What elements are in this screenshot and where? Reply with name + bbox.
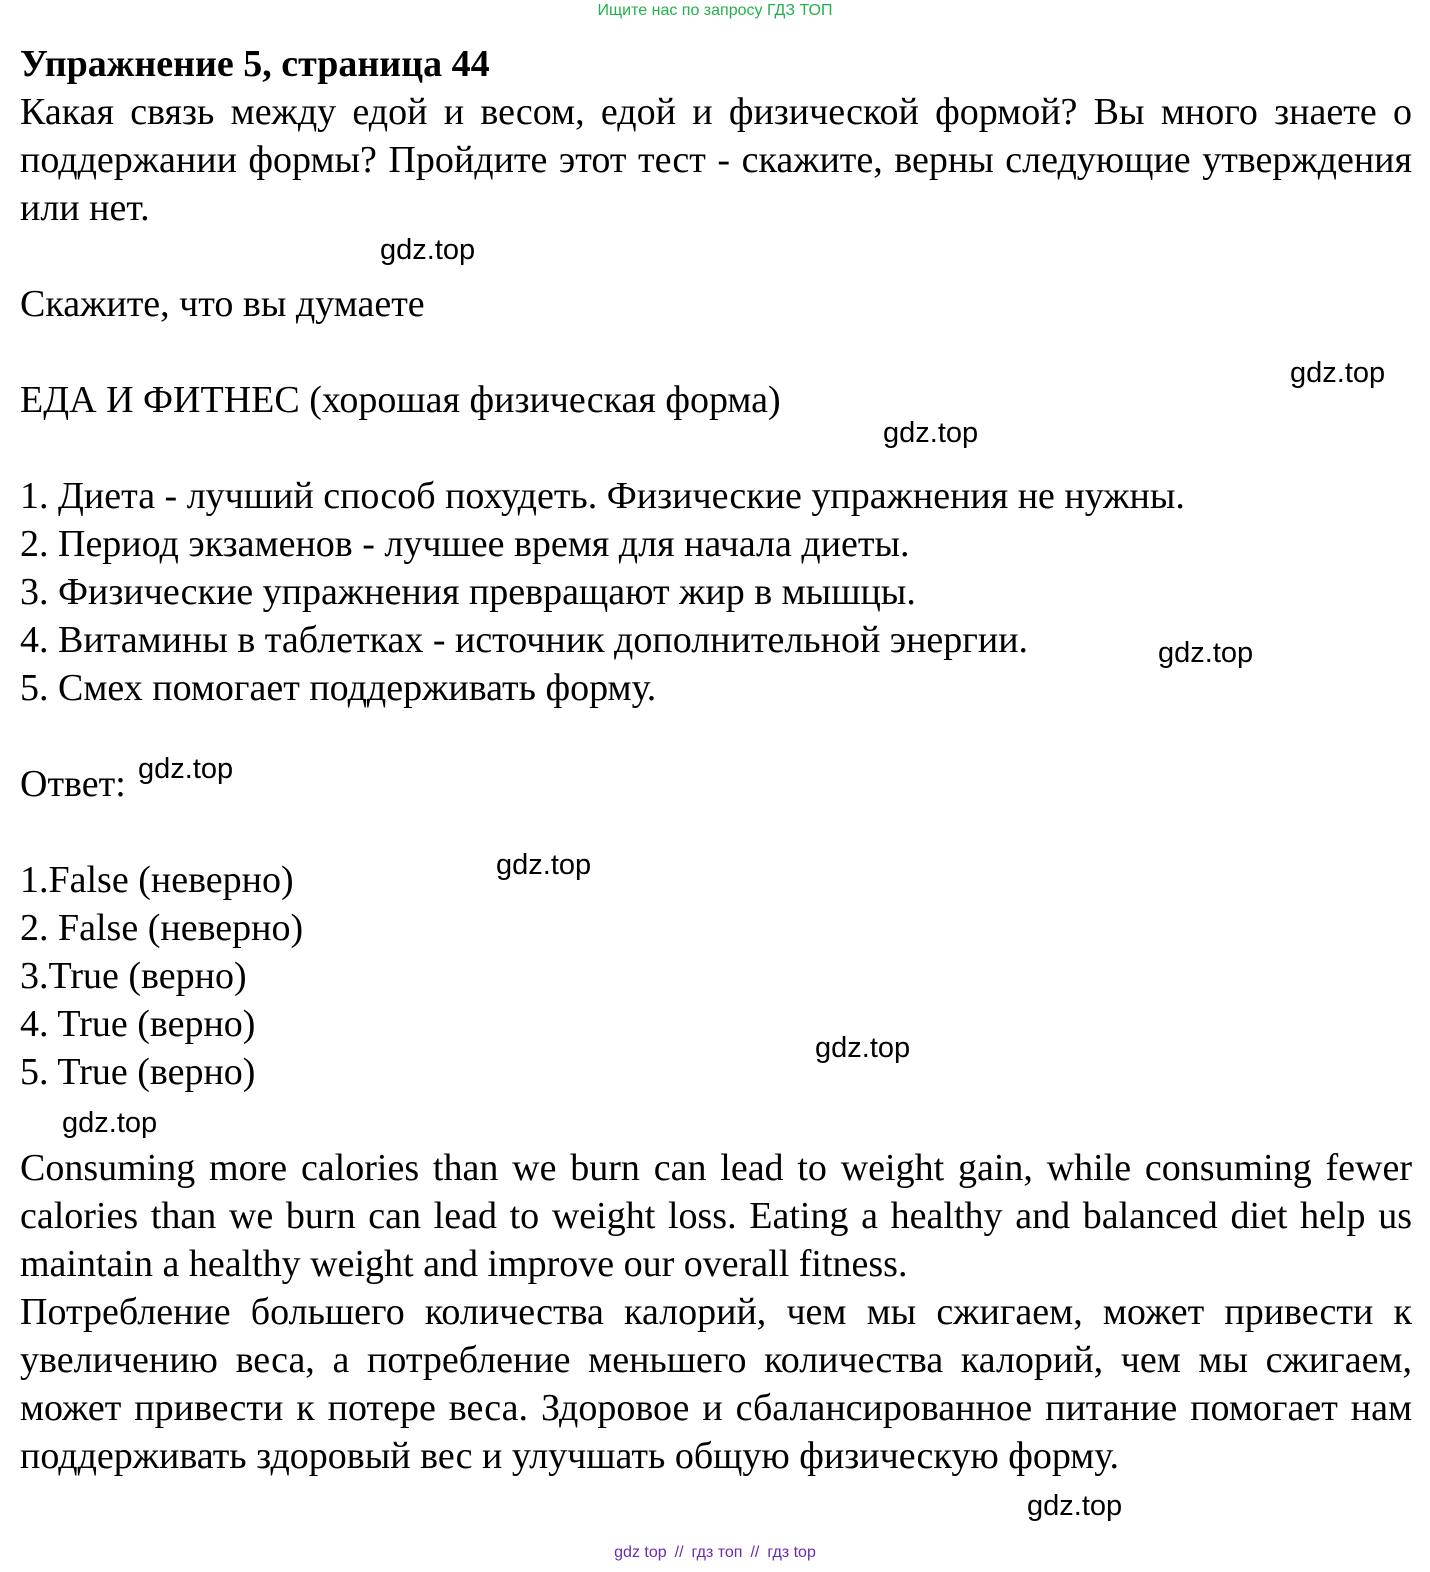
statement-1: 1. Диета - лучший способ похудеть. Физические упражнения не нужны.: [20, 475, 1185, 517]
watermark: gdz.top: [496, 849, 592, 881]
watermark: gdz.top: [62, 1107, 158, 1139]
statement-5: 5. Смех помогает поддерживать форму.: [20, 667, 657, 709]
watermark: gdz.top: [1290, 357, 1386, 389]
watermark: gdz.top: [1027, 1490, 1123, 1522]
watermark: gdz.top: [815, 1032, 911, 1064]
top-banner: Ищите нас по запросу ГДЗ ТОП: [597, 2, 833, 19]
page-title: Упражнение 5, страница 44: [20, 43, 490, 85]
footer-link[interactable]: гдз топ: [691, 1544, 743, 1561]
section-heading: ЕДА И ФИТНЕС (хорошая физическая форма): [20, 379, 781, 421]
statement-3: 3. Физические упражнения превращают жир в мышцы.: [20, 571, 916, 613]
answer-2: 2. False (неверно): [20, 907, 304, 949]
explanation-russian: Потребление большего количества калорий, чем мы сжигаем, может привести к увеличению веса, а потребление меньшего количества калорий, чем мы сжигаем, может привести к потере веса. Здоровое и сбалансированное питание помогает нам поддерживать здоровый вес и улучшать общую физическую форму.: [20, 1291, 1412, 1477]
answer-label: Ответ:: [20, 763, 126, 805]
statement-4: 4. Витамины в таблетках - источник дополнительной энергии.: [20, 619, 1029, 661]
say-prompt: Скажите, что вы думаете: [20, 283, 425, 325]
watermark: gdz.top: [380, 234, 476, 266]
footer-link[interactable]: гдз top: [767, 1544, 816, 1561]
answer-1: 1.False (неверно): [20, 859, 294, 901]
watermark: gdz.top: [1158, 637, 1254, 669]
footer-links: [0, 1542, 1430, 1564]
statement-2: 2. Период экзаменов - лучшее время для начала диеты.: [20, 523, 910, 565]
watermark: gdz.top: [883, 417, 979, 449]
answer-4: 4. True (верно): [20, 1003, 256, 1045]
answer-3: 3.True (верно): [20, 955, 247, 997]
intro-paragraph: Какая связь между едой и весом, едой и физической формой? Вы много знаете о поддержании формы? Пройдите этот тест - скажите, верны следующие утверждения или нет.: [20, 91, 1412, 229]
watermark: gdz.top: [138, 753, 234, 785]
answer-5: 5. True (верно): [20, 1051, 256, 1093]
footer-separator: //: [674, 1544, 684, 1561]
explanation-english: Consuming more calories than we burn can lead to weight gain, while consuming fewer calories than we burn can lead to weight loss. Eating a healthy and balanced diet help us maintain a healthy weight and improve our overall fitness.: [20, 1147, 1412, 1285]
footer-link[interactable]: gdz top: [614, 1544, 667, 1561]
footer-separator: //: [750, 1544, 760, 1561]
